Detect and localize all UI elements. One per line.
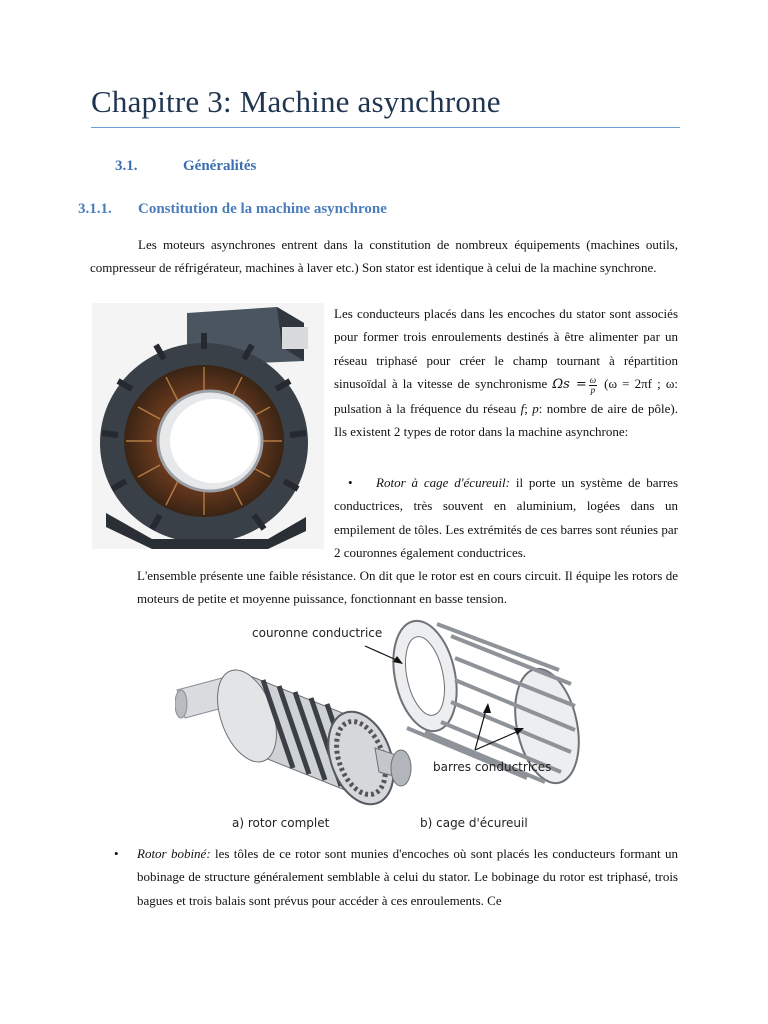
bullet: • xyxy=(348,475,353,490)
caption-squirrel-cage: b) cage d'écureuil xyxy=(420,816,528,830)
stator-text-part1: Les conducteurs placés dans les encoches du stator sont associés pour former trois enroulements destinés à être alimenter par un réseau triphasé pour créer le champ tournant à répartition sinusoïdal à la vitesse de synchronisme xyxy=(334,306,678,392)
cage-rotor-paragraph xyxy=(334,471,678,565)
cage-rotor-term: Rotor à cage d'écureuil: xyxy=(376,475,510,490)
wound-rotor-text: les tôles de ce rotor sont munies d'encoches où sont placés les conducteurs formant un bobinage de structure généralement semblable à celui du stator. Le bobinage du rotor est triphasé, trois bagues et trois balais sont prévus pour accéder à ces enroulements. Ce xyxy=(137,846,678,908)
fraction-denominator: p xyxy=(590,384,596,395)
stator-text-part2: (ω = 2πf ; ω: pulsation à la fréquence du réseau xyxy=(334,376,678,416)
subsection-number: 3.1.1. xyxy=(78,201,112,217)
section-heading xyxy=(115,158,256,175)
cage-rotor-paragraph-continued: L'ensemble présente une faible résistance. On dit que le rotor est en cours circuit. Il équipe les rotors de moteurs de petite et moyenne puissance, fonctionnant en basse tension. xyxy=(137,568,678,607)
var-p: p xyxy=(532,400,539,416)
section-title: Généralités xyxy=(183,158,257,174)
subsection-title: Constitution de la machine asynchrone xyxy=(138,201,387,217)
var-f: f xyxy=(520,400,525,416)
stator-text-part3: ; xyxy=(524,400,533,416)
fraction-numerator: ω xyxy=(589,374,597,385)
omega-over-p-fraction xyxy=(589,376,597,395)
wound-rotor-paragraph xyxy=(137,842,678,912)
stator-text-part4: : nombre de aire de pôle). Ils existent 2 types de rotor dans la machine asynchrone: xyxy=(334,400,678,440)
chapter-title: Chapitre 3: Machine asynchrone xyxy=(91,84,501,119)
rotor-figure xyxy=(175,618,605,836)
stator-paragraph xyxy=(334,302,678,443)
title-underline xyxy=(91,127,680,128)
stator-image xyxy=(92,303,324,549)
synchronous-speed-formula: Ωs = xyxy=(552,377,587,393)
wound-rotor-term: Rotor bobiné: xyxy=(137,846,211,861)
bullet: • xyxy=(114,846,119,861)
subsection-heading xyxy=(78,201,387,218)
section-number: 3.1. xyxy=(115,158,138,174)
label-conducting-bars: barres conductrices xyxy=(433,760,552,774)
caption-complete-rotor: a) rotor complet xyxy=(232,816,330,830)
intro-paragraph: Les moteurs asynchrones entrent dans la constitution de nombreux équipements (machines outils, compresseur de réfrigérateur, machines à laver etc.) Son stator est identique à celui de la machine synchrone. xyxy=(90,237,678,276)
cage-rotor-text: il porte un système de barres conductrices, très souvent en aluminium, logées dans un empilement de tôles. Les extrémités de ces barres sont réunies par 2 couronnes également conductrices. xyxy=(334,475,679,561)
label-conducting-ring: couronne conductrice xyxy=(252,626,383,640)
